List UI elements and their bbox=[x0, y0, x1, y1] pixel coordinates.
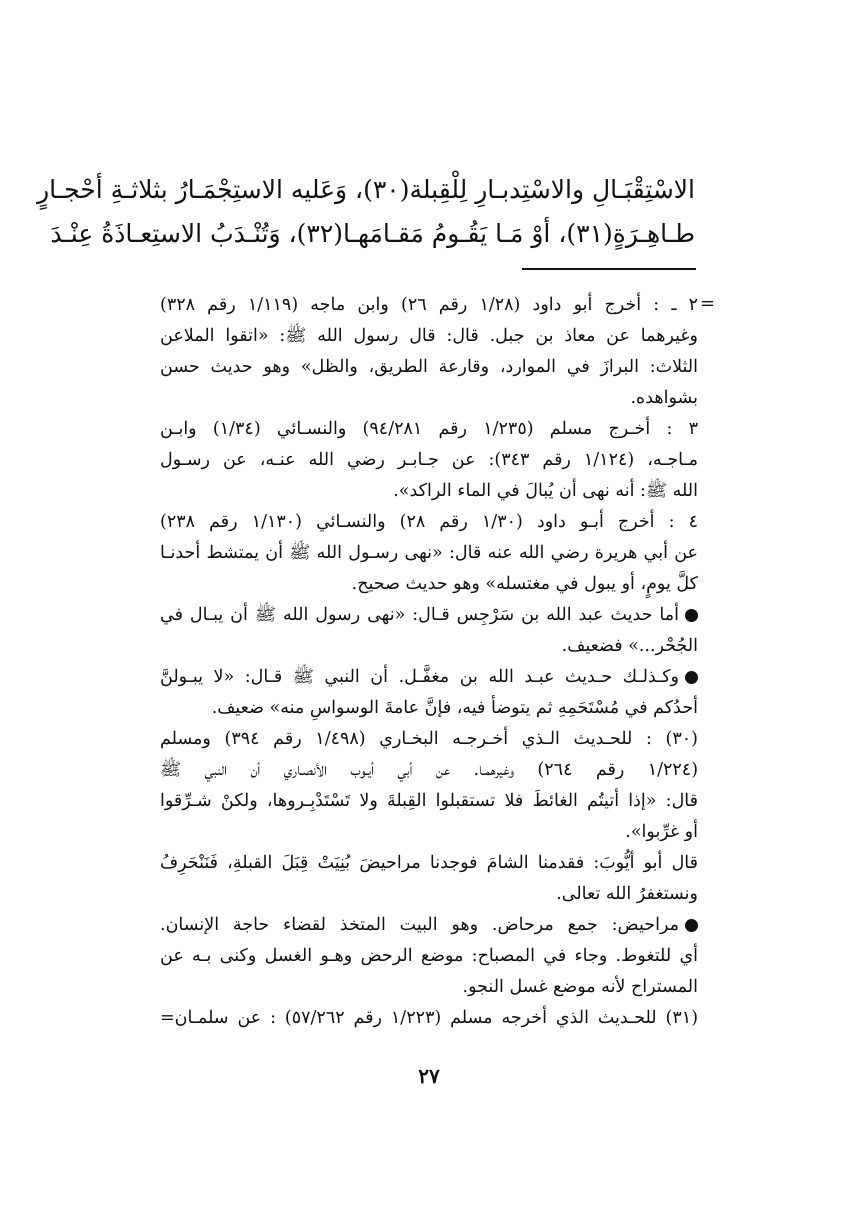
footnote-line bbox=[160, 755, 698, 786]
footnote-line bbox=[160, 631, 698, 662]
footnote-line bbox=[160, 600, 698, 631]
footnote-text: وغيرهما عن معاذ بن جبل. قال: قال رسول الله ﷺ: «اتقوا الملاعن bbox=[160, 326, 698, 346]
footnote-line bbox=[160, 941, 698, 972]
main-text-line: طـاهِـرَةٍ(٣١)، أوْ مَـا يَقُـومُ مَقـامَهـا(٣٢)، وَتُنْـدَبُ الاستِعـاذَةُ عِنْـدَ bbox=[50, 219, 695, 248]
footnote-text: الله ﷺ: أنه نهى أن يُبالَ في الماء الراكد». bbox=[393, 481, 698, 501]
footnote-text: (١/٢٢٤ رقم ٢٦٤) وغيرهمـا. عن أبي أيـوب الأنصـاري أن النبي ﷺ bbox=[160, 760, 699, 780]
footnote-text: مـاجـه، (١/١٢٤ رقم ٣٤٣): عن جـابـر رضي الله عنـه، عن رسـول bbox=[160, 450, 698, 470]
footnote-text: قال أبو أيُّوبَ: فقدمنا الشامَ فوجدنا مراحيضَ بُنِيَتْ قِبَلَ القبلةِ، فَنَنْحَرِفُ bbox=[160, 853, 698, 873]
footnote-line bbox=[160, 786, 698, 817]
footnote-line bbox=[160, 972, 698, 1003]
footnotes bbox=[160, 290, 698, 1050]
bullet-icon bbox=[685, 609, 698, 622]
footnote-line bbox=[160, 290, 698, 321]
footnote-text: المستراح لأنه موضع غسل النجو. bbox=[462, 977, 698, 997]
footnote-line bbox=[160, 414, 698, 445]
footnote-line bbox=[160, 538, 698, 569]
footnote-text: (٣١) للحـديث الذي أخرجه مسلم (١/٢٢٣ رقم ٥٧/٢٦٢) : عن سلمـان= bbox=[160, 1008, 699, 1028]
footnote-text: ونستغفرُ الله تعالى. bbox=[556, 884, 698, 904]
footnote-text: قال: «إذا أتيتُم الغائطَ فلا تستقبلوا القِبلةَ ولا تَسْتَدْبِـروها، ولكنْ شـرِّقوا bbox=[160, 791, 698, 811]
footnote-line bbox=[160, 321, 698, 352]
footnote-text: ٢ ـ : أخرج أبو داود (١/٢٨ رقم ٢٦) وابن ماجه (١/١١٩ رقم ٣٢٨) bbox=[160, 295, 699, 315]
main-text bbox=[37, 168, 695, 256]
footnote-text: الثلاث: البرازَ في الموارد، وقارعة الطريق، والظل» وهو حديث حسن bbox=[160, 357, 698, 377]
footnote-line bbox=[160, 569, 698, 600]
footnote-line bbox=[160, 1003, 698, 1034]
page-number: ٢٧ bbox=[418, 1064, 440, 1088]
footnote-text: أما حديث عبد الله بن سَرْجِس قـال: «نهى رسول الله ﷺ أن يبـال في bbox=[160, 605, 679, 625]
footnote-text: (٣٠) : للحـديث الـذي أخـرجـه البخـاري (١/٤٩٨ رقم ٣٩٤) ومسلم bbox=[160, 729, 698, 749]
footnote-line bbox=[160, 879, 698, 910]
footnote-line bbox=[160, 817, 698, 848]
footnote-line bbox=[160, 693, 698, 724]
footnote-text: كلَّ يومٍ، أو يبول في مغتسله» وهو حديث صحيح. bbox=[351, 574, 698, 594]
footnote-line bbox=[160, 848, 698, 879]
bullet-icon bbox=[685, 671, 698, 684]
footnote-text: بشواهده. bbox=[630, 388, 698, 408]
footnote-text: وكـذلـك حـديث عبـد الله بن مغفَّـل. أن النبي ﷺ قـال: «لا يبـولنَّ bbox=[160, 667, 679, 687]
main-text-line: الاسْتِقْبَـالِ والاسْتِدبـارِ لِلْقِبلة(٣٠)، وَعَليه الاستِجْمَـارُ بثلاثـةِ أحْجـارٍ bbox=[37, 175, 695, 204]
footnote-text: مراحيض: جمع مرحاض. وهو البيت المتخذ لقضاء حاجة الإنسان. bbox=[160, 915, 679, 935]
bullet-icon bbox=[685, 919, 698, 932]
footnote-text: أحدُكم في مُسْتَحَمِهِ ثم يتوضأ فيه، فإنَّ عامةَ الوسواسِ منه» ضعيف. bbox=[211, 698, 698, 718]
footnote-line bbox=[160, 352, 698, 383]
footnote-text: عن أبي هريرة رضي الله عنه قال: «نهى رسـول الله ﷺ أن يمتشط أحدنـا bbox=[160, 543, 698, 563]
footnote-text: ٣ : أخـرج مسلم (١/٢٣٥ رقم ٩٤/٢٨١) والنسـائي (١/٣٤) وابـن bbox=[160, 419, 698, 439]
footnote-separator bbox=[522, 268, 696, 270]
footnote-text: الجُحْر...» فضعيف. bbox=[561, 636, 698, 656]
footnote-text: أي للتغوط. وجاء في المصباح: موضع الرحض وهـو الغسل وكنى بـه عن bbox=[160, 946, 698, 966]
footnote-text: ٤ : أخرج أبـو داود (١/٣٠ رقم ٢٨) والنسـائي (١/١٣٠ رقم ٢٣٨) bbox=[160, 512, 699, 532]
footnote-line bbox=[160, 445, 698, 476]
footnote-line bbox=[160, 910, 698, 941]
footnote-line bbox=[160, 383, 698, 414]
footnote-line bbox=[160, 662, 698, 693]
continuation-mark: = bbox=[700, 293, 716, 314]
footnote-line bbox=[160, 507, 698, 538]
footnote-line bbox=[160, 476, 698, 507]
footnote-line bbox=[160, 724, 698, 755]
footnote-text: أو غرِّبوا». bbox=[625, 822, 698, 842]
